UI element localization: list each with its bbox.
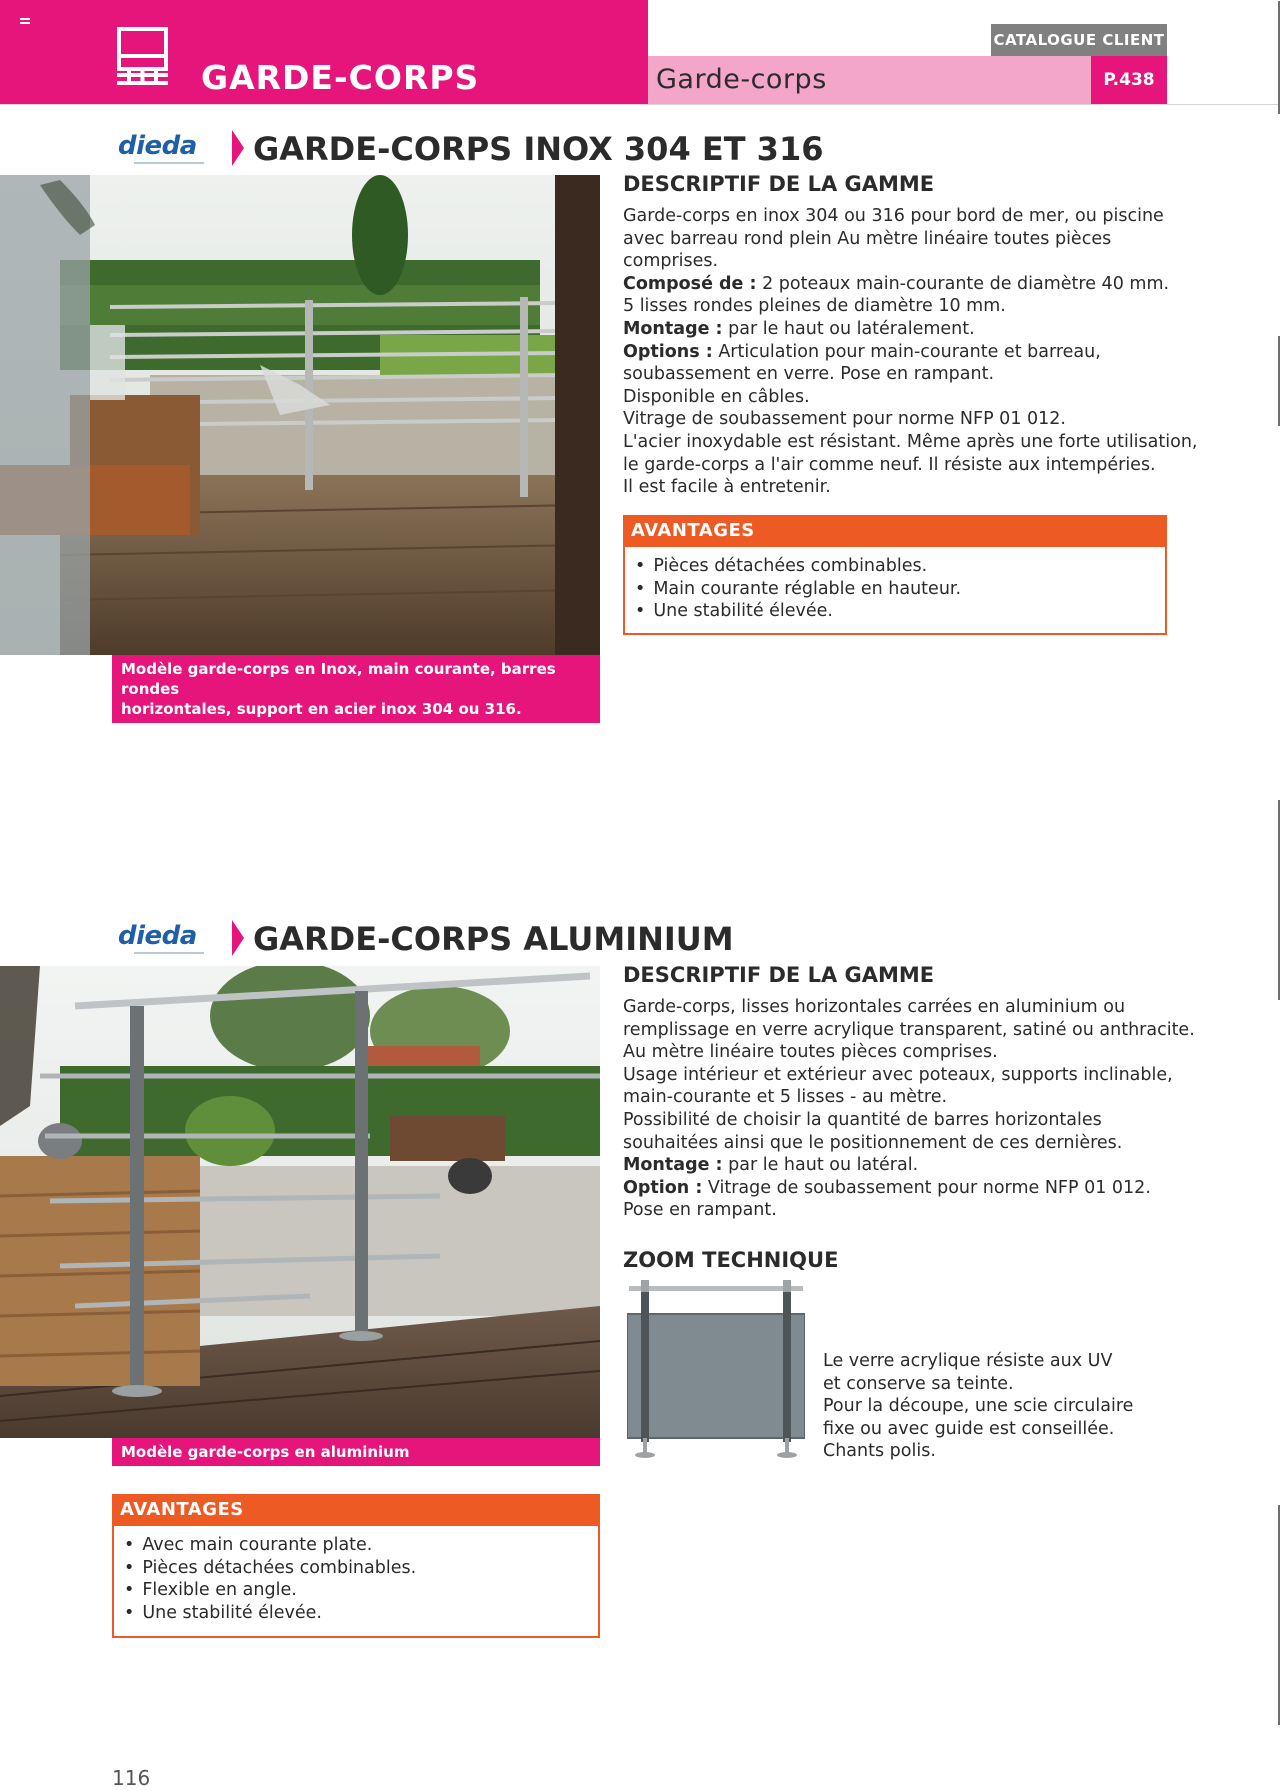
- description-line: Pose en rampant.: [623, 1200, 777, 1221]
- description-line: Possibilité de choisir la quantité de barres horizontales: [623, 1109, 1102, 1130]
- header-divider: [0, 104, 1280, 105]
- section-title: GARDE-CORPS: [201, 58, 480, 97]
- description-line: le garde-corps a l'air comme neuf. Il résiste aux intempéries.: [623, 454, 1156, 475]
- advantage-item: • Une stabilité élevée.: [635, 600, 1165, 623]
- description-line: Usage intérieur et extérieur avec poteaux, supports inclinable,: [623, 1064, 1173, 1085]
- compose-text: 2 poteaux main-courante de diamètre 40 mm.: [756, 273, 1170, 294]
- zoom-line: Chants polis.: [823, 1441, 936, 1462]
- description-line: comprises.: [623, 251, 719, 272]
- caption-line: Modèle garde-corps en Inox, main courante, barres rondes: [121, 660, 556, 698]
- description-line: [623, 273, 1179, 296]
- logo-text: dieda: [118, 131, 197, 161]
- zoom-line: et conserve sa teinte.: [823, 1373, 1014, 1394]
- compose-label: Composé de :: [623, 273, 757, 294]
- glass-panel-railing-diagram: [627, 1280, 805, 1462]
- title-arrow-icon: [232, 920, 244, 956]
- montage-label: Montage :: [623, 1155, 723, 1176]
- description-line: Disponible en câbles.: [623, 386, 810, 407]
- description-line: souhaitées ainsi que le positionnement de ces dernières.: [623, 1132, 1123, 1153]
- description-line: Garde-corps en inox 304 ou 316 pour bord de mer, ou piscine: [623, 206, 1164, 226]
- description-heading: DESCRIPTIF DE LA GAMME: [623, 963, 935, 987]
- option-text: Vitrage de soubassement pour norme NFP 01 012.: [702, 1177, 1151, 1198]
- menu-icon[interactable]: [20, 18, 30, 26]
- advantages-heading: AVANTAGES: [112, 1494, 600, 1526]
- options-text: Articulation pour main-courante et barreau,: [712, 341, 1101, 362]
- advantages-list: [114, 1526, 598, 1634]
- dieda-logo: [118, 131, 210, 165]
- description-line: [623, 1154, 1179, 1177]
- description-line: Au mètre linéaire toutes pièces comprises.: [623, 1042, 998, 1063]
- advantage-item: • Une stabilité élevée.: [124, 1602, 598, 1625]
- description-line: main-courante et 5 lisses - au mètre.: [623, 1087, 948, 1108]
- zoom-line: Pour la découpe, une scie circulaire: [823, 1396, 1134, 1417]
- zoom-line: Le verre acrylique résiste aux UV: [823, 1351, 1113, 1371]
- advantages-box: [112, 1494, 600, 1638]
- description-line: Vitrage de soubassement pour norme NFP 01 012.: [623, 409, 1066, 430]
- advantage-item: • Flexible en angle.: [124, 1579, 598, 1602]
- caption-line: horizontales, support en acier inox 304 ou 316.: [121, 700, 522, 718]
- advantage-item: • Pièces détachées combinables.: [124, 1557, 598, 1580]
- montage-text: par le haut ou latéral.: [722, 1155, 919, 1176]
- montage-text: par le haut ou latéralement.: [722, 318, 975, 339]
- photo-caption: [112, 655, 600, 723]
- catalog-badge: CATALOGUE CLIENT: [991, 24, 1167, 56]
- photo-terrace-aluminium-railing: [0, 966, 600, 1438]
- montage-label: Montage :: [623, 318, 723, 339]
- title-arrow-icon: [232, 130, 244, 166]
- product-title: GARDE-CORPS INOX 304 ET 316: [253, 130, 824, 168]
- description-line: soubassement en verre. Pose en rampant.: [623, 364, 995, 385]
- description-line: [623, 1177, 1179, 1200]
- page-number: 116: [112, 1766, 151, 1790]
- subsection-title: Garde-corps: [656, 64, 827, 95]
- balustrade-icon: [115, 25, 170, 87]
- description-line: avec barreau rond plein Au mètre linéaire toutes pièces: [623, 228, 1112, 249]
- description-text: [623, 205, 1198, 499]
- logo-tagline: [134, 952, 204, 954]
- advantages-heading: AVANTAGES: [623, 515, 1167, 547]
- photo-terrace-inox-railing: [0, 175, 600, 655]
- zoom-text: [823, 1350, 1143, 1463]
- advantage-item: • Pièces détachées combinables.: [635, 555, 1165, 578]
- description-line: remplissage en verre acrylique transparent, satiné ou anthracite.: [623, 1019, 1195, 1040]
- options-label: Options :: [623, 341, 713, 362]
- description-line: [623, 341, 1179, 364]
- description-heading: DESCRIPTIF DE LA GAMME: [623, 172, 935, 196]
- logo-text: dieda: [118, 921, 197, 951]
- zoom-heading: ZOOM TECHNIQUE: [623, 1248, 839, 1272]
- description-line: L'acier inoxydable est résistant. Même après une forte utilisation,: [623, 431, 1198, 452]
- description-line: Garde-corps, lisses horizontales carrées en aluminium ou: [623, 997, 1126, 1017]
- logo-tagline: [134, 162, 204, 164]
- advantage-item: • Main courante réglable en hauteur.: [635, 578, 1165, 601]
- description-text: [623, 996, 1195, 1222]
- photo-caption: Modèle garde-corps en aluminium: [112, 1438, 600, 1466]
- advantages-list: [625, 547, 1165, 633]
- option-label: Option :: [623, 1177, 703, 1198]
- description-line: 5 lisses rondes pleines de diamètre 10 mm.: [623, 296, 1006, 317]
- zoom-line: fixe ou avec guide est conseillée.: [823, 1418, 1115, 1439]
- description-line: [623, 318, 1179, 341]
- catalog-page-ref[interactable]: P.438: [1091, 56, 1167, 104]
- advantages-box: [623, 515, 1167, 635]
- advantage-item: • Avec main courante plate.: [124, 1534, 598, 1557]
- description-line: Il est facile à entretenir.: [623, 477, 831, 498]
- product-title: GARDE-CORPS ALUMINIUM: [253, 920, 734, 958]
- dieda-logo: [118, 921, 210, 955]
